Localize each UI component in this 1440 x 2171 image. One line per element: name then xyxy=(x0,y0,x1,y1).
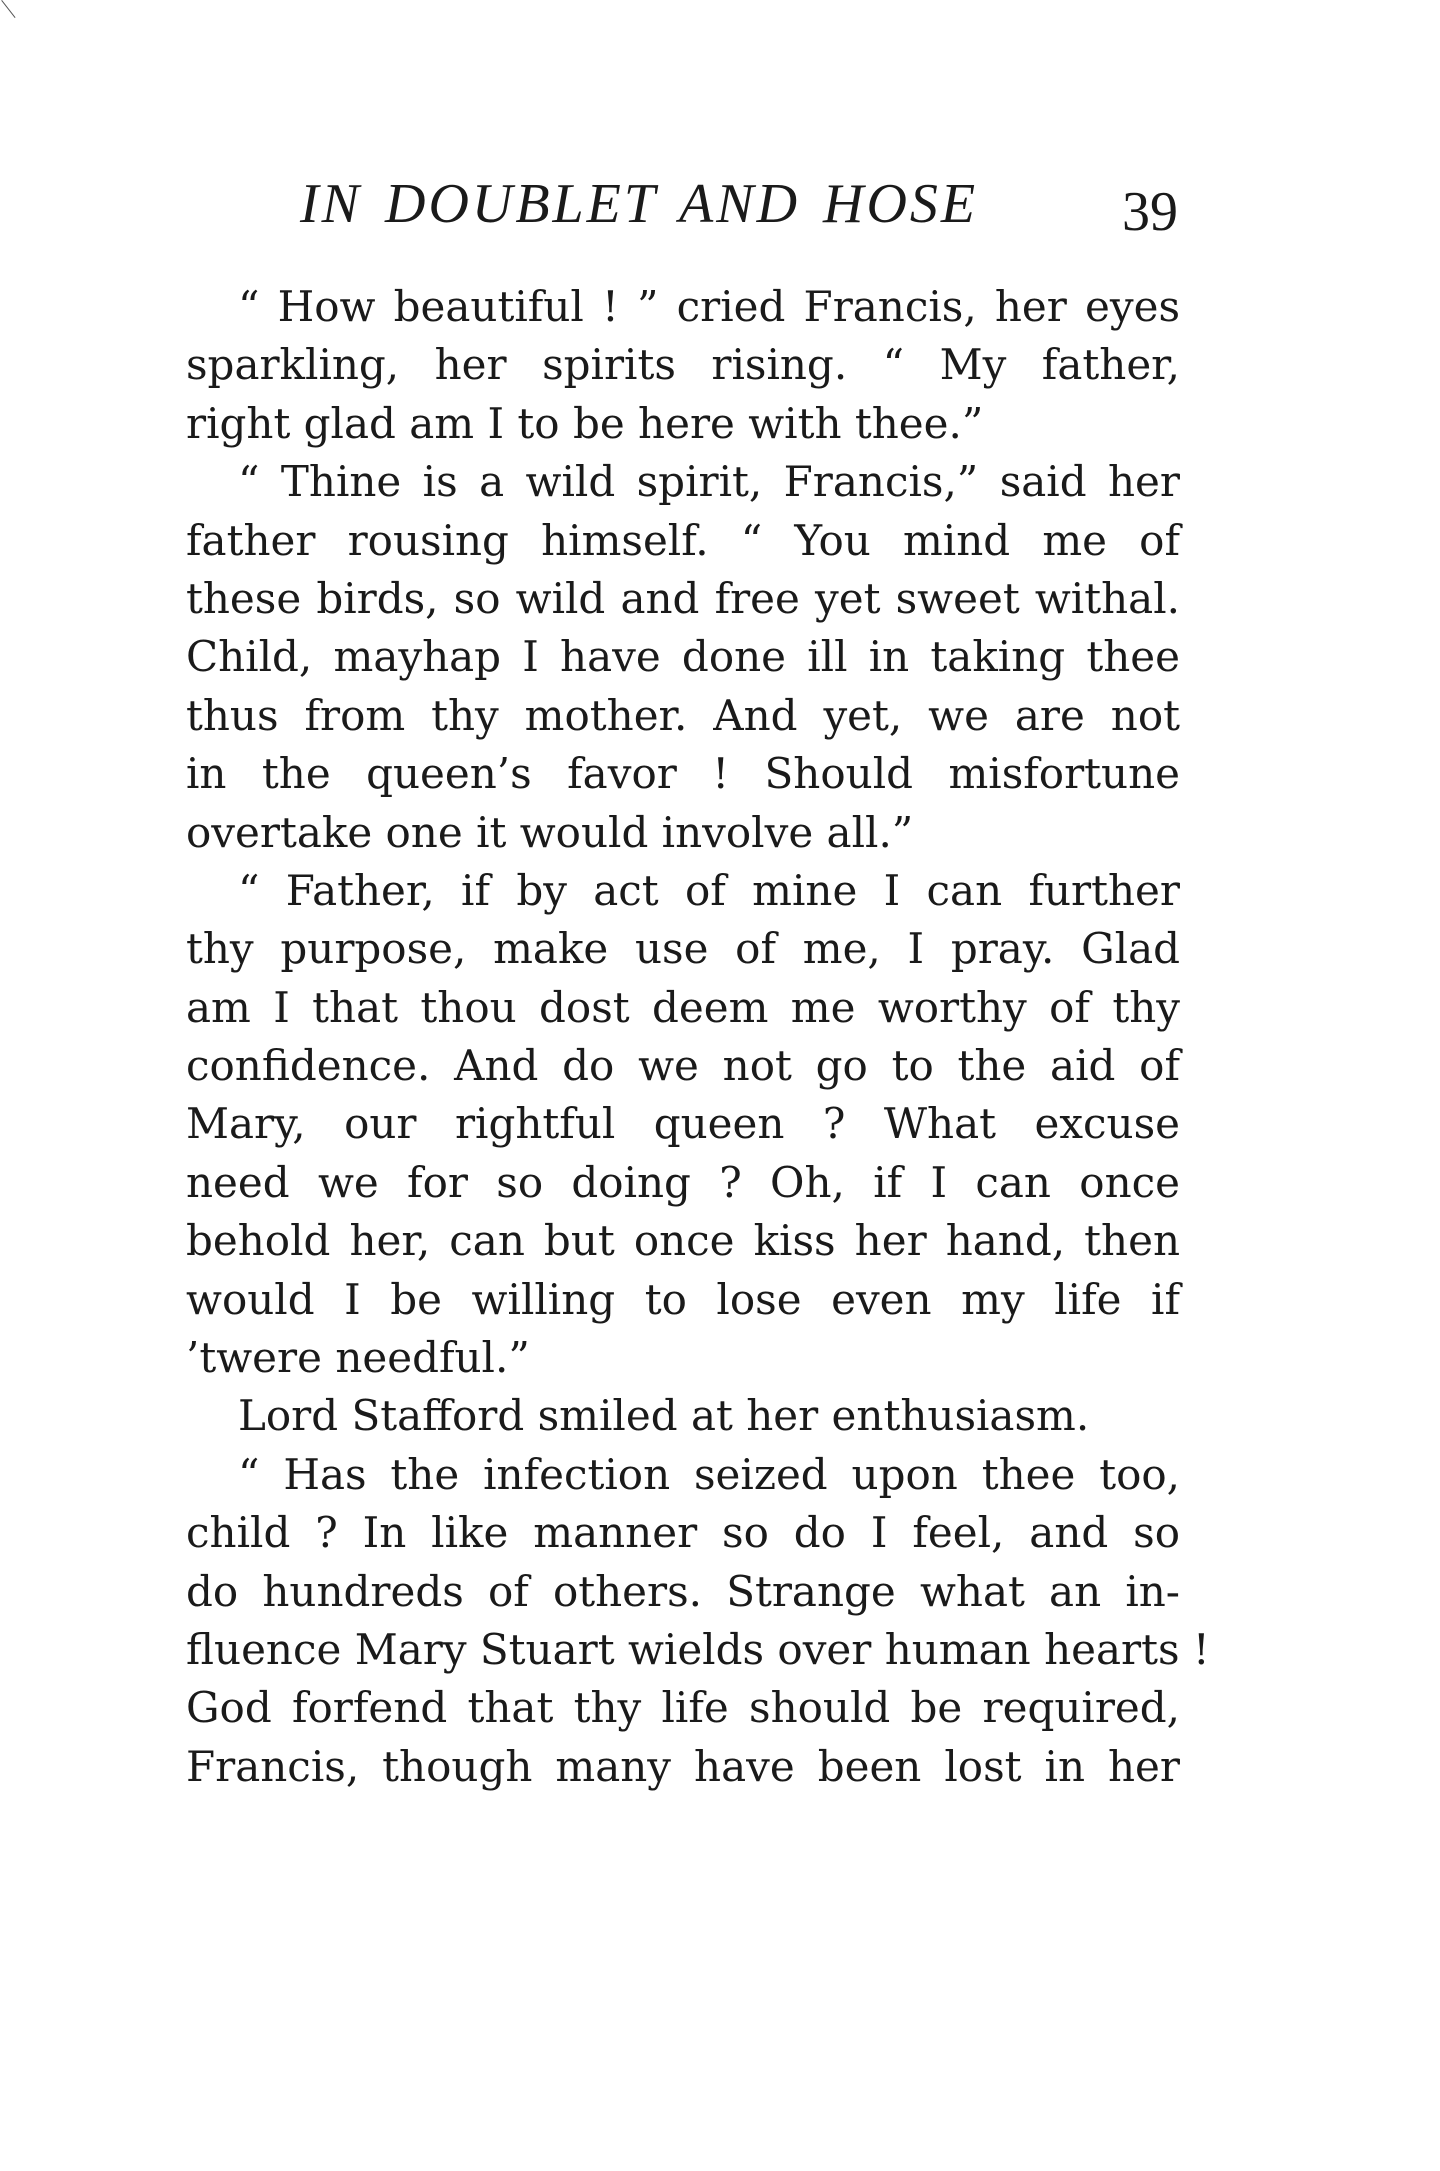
text-line: thy purpose, make use of me, I pray. Glad xyxy=(186,924,1180,974)
text-line: am I that thou dost deem me worthy of thy xyxy=(186,982,1180,1032)
running-title: IN DOUBLET AND HOSE xyxy=(300,173,979,235)
text-line: child ? In like manner so do I feel, and so xyxy=(186,1508,1180,1558)
text-line: ’twere needful.” xyxy=(186,1333,530,1383)
text-line: would I be willing to lose even my life if xyxy=(186,1274,1180,1324)
text-line: in the queen’s favor ! Should misfortune xyxy=(186,749,1180,799)
text-line: Lord Stafford smiled at her enthusiasm. xyxy=(238,1391,1090,1441)
text-line: sparkling, her spirits rising. “ My father, xyxy=(186,340,1180,390)
text-line: overtake one it would involve all.” xyxy=(186,807,914,857)
text-line: behold her, can but once kiss her hand, then xyxy=(186,1216,1180,1266)
text-line: these birds, so wild and free yet sweet withal. xyxy=(186,573,1180,623)
text-line: right glad am I to be here with thee.” xyxy=(186,398,984,448)
running-head xyxy=(300,172,1180,242)
text-line: Francis, though many have been lost in her xyxy=(186,1741,1180,1791)
text-line: confidence. And do we not go to the aid of xyxy=(186,1041,1180,1091)
text-line: father rousing himself. “ You mind me of xyxy=(186,515,1180,565)
text-line: need we for so doing ? Oh, if I can once xyxy=(186,1157,1180,1207)
text-line: Mary, our rightful queen ? What excuse xyxy=(186,1099,1180,1149)
page-number: 39 xyxy=(1122,181,1178,243)
scan-mark xyxy=(1,0,15,18)
body-text xyxy=(186,278,1210,1796)
text-line: “ Father, if by act of mine I can further xyxy=(238,865,1180,915)
text-line: “ How beautiful ! ” cried Francis, her eyes xyxy=(238,282,1180,331)
text-line: God forfend that thy life should be required, xyxy=(186,1683,1180,1733)
text-line: fluence Mary Stuart wields over human hearts ! xyxy=(186,1624,1210,1674)
text-line: do hundreds of others. Strange what an in- xyxy=(186,1566,1180,1616)
text-line: “ Thine is a wild spirit, Francis,” said her xyxy=(238,457,1180,507)
text-line: thus from thy mother. And yet, we are not xyxy=(186,690,1180,740)
text-line: “ Has the infection seized upon thee too, xyxy=(238,1449,1180,1499)
text-line: Child, mayhap I have done ill in taking thee xyxy=(186,632,1180,682)
